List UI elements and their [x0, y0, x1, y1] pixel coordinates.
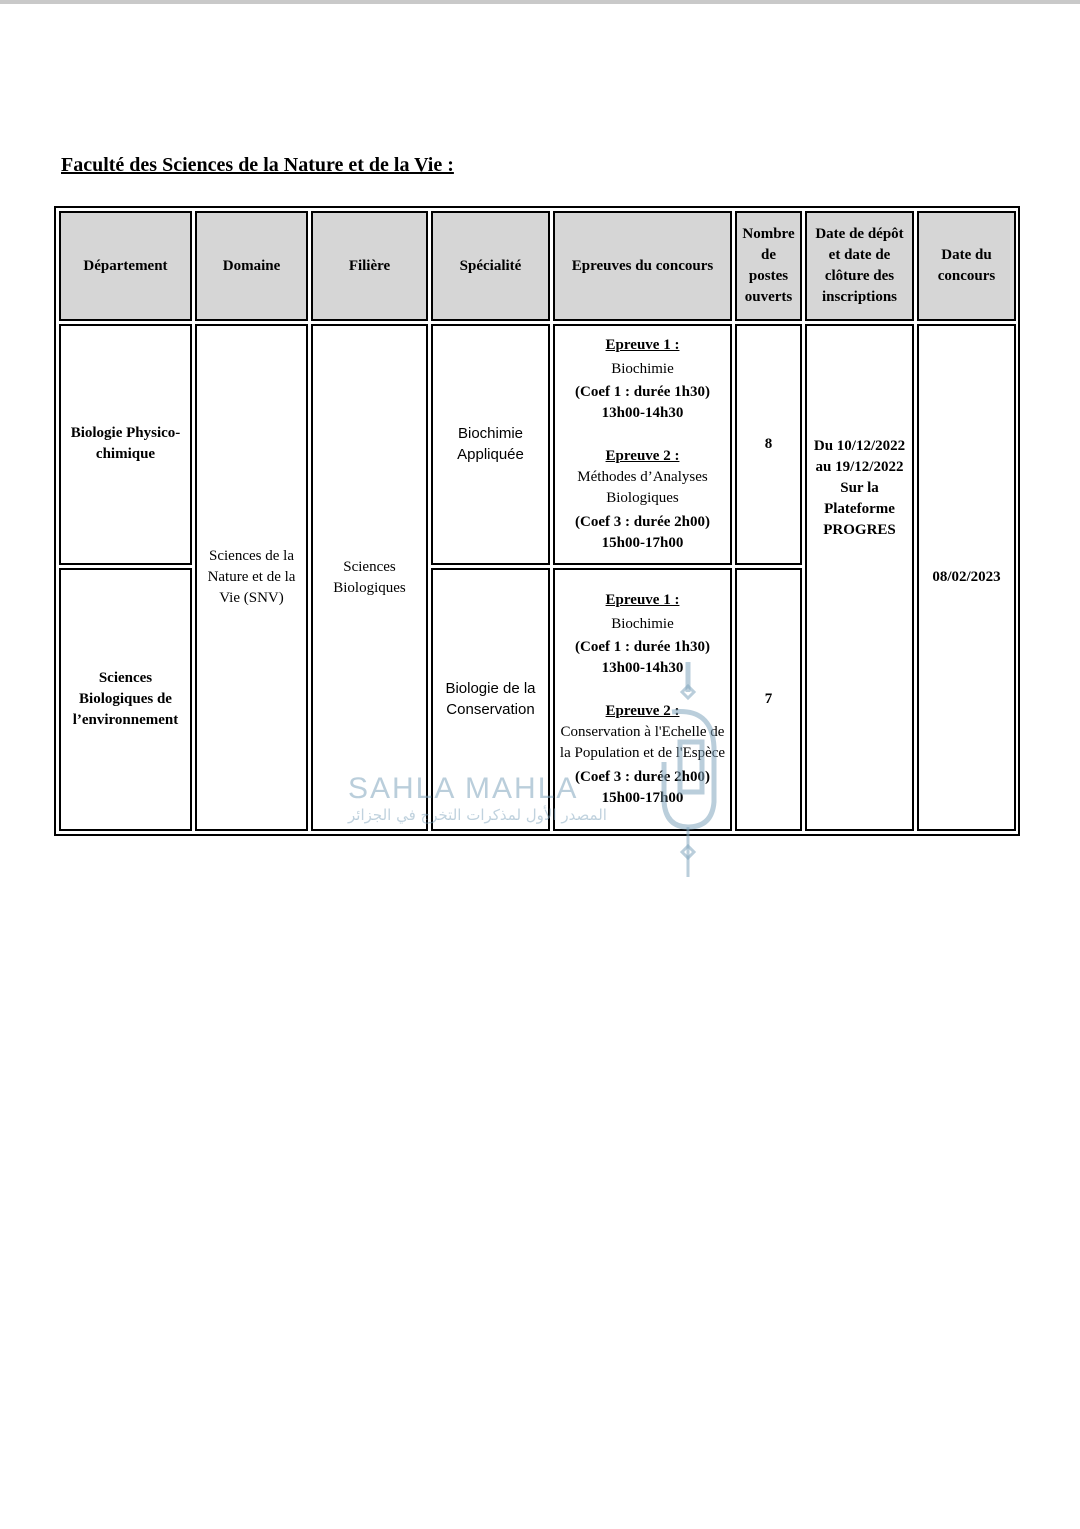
- epreuve-1-subject: Biochimie: [611, 615, 674, 632]
- header-departement: Département: [59, 211, 192, 321]
- epreuve-1-title: Epreuve 1 :: [605, 591, 680, 608]
- epreuve-2-time: 15h00-17h00: [601, 534, 684, 551]
- date-concours-cell: 08/02/2023: [917, 324, 1016, 831]
- spacer: [558, 424, 727, 446]
- watermark-latin-text: SAHLA MAHLA: [348, 772, 579, 805]
- header-domaine: Domaine: [195, 211, 308, 321]
- header-date-concours: Date du concours: [917, 211, 1016, 321]
- header-epreuves: Epreuves du concours: [553, 211, 732, 321]
- epreuve-1-time: 13h00-14h30: [601, 404, 684, 421]
- domaine-cell: Sciences de la Nature et de la Vie (SNV): [195, 324, 308, 831]
- spacer: [558, 679, 727, 701]
- epreuves-cell: [553, 568, 732, 831]
- header-filiere: Filière: [311, 211, 428, 321]
- epreuves-cell: [553, 324, 732, 565]
- concours-table: [56, 208, 1019, 834]
- specialite-cell: Biologie de la Conservation: [431, 568, 550, 831]
- epreuve-1-coef: (Coef 1 : durée 1h30): [575, 383, 710, 400]
- filiere-cell: Sciences Biologiques: [311, 324, 428, 831]
- epreuve-1-subject: Biochimie: [611, 360, 674, 377]
- postes-cell: 7: [735, 568, 802, 831]
- specialite-cell: Biochimie Appliquée: [431, 324, 550, 565]
- epreuve-1-coef: (Coef 1 : durée 1h30): [575, 638, 710, 655]
- epreuve-1-title: Epreuve 1 :: [605, 336, 680, 353]
- dates-inscription-cell: Du 10/12/2022 au 19/12/2022 Sur la Plateforme PROGRES: [805, 324, 914, 831]
- top-border: [0, 0, 1080, 4]
- epreuve-2-coef: (Coef 3 : durée 2h00): [575, 513, 710, 530]
- page-title: Faculté des Sciences de la Nature et de la Vie :: [61, 154, 454, 176]
- header-row: [59, 211, 1016, 321]
- departement-cell: Sciences Biologiques de l’environnement: [59, 568, 192, 831]
- epreuve-2-title: Epreuve 2 :: [605, 702, 680, 719]
- header-specialite: Spécialité: [431, 211, 550, 321]
- table-row: [59, 324, 1016, 565]
- epreuve-2-time: 15h00-17h00: [601, 789, 684, 806]
- departement-cell: Biologie Physico-chimique: [59, 324, 192, 565]
- epreuve-2-subject: Conservation à l'Echelle de la Population et de l'Espèce: [559, 723, 726, 761]
- postes-cell: 8: [735, 324, 802, 565]
- watermark-arabic-text: المصدر الأول لمذكرات التخرج في الجزائر: [348, 806, 607, 824]
- epreuve-2-title: Epreuve 2 :: [605, 447, 680, 464]
- header-dates-inscription: Date de dépôt et date de clôture des inscriptions: [805, 211, 914, 321]
- epreuve-2-coef: (Coef 3 : durée 2h00): [575, 768, 710, 785]
- concours-table-frame: [54, 206, 1020, 836]
- epreuve-2-subject: Méthodes d’Analyses Biologiques: [577, 468, 708, 506]
- epreuve-1-time: 13h00-14h30: [601, 659, 684, 676]
- header-postes: Nombre de postes ouverts: [735, 211, 802, 321]
